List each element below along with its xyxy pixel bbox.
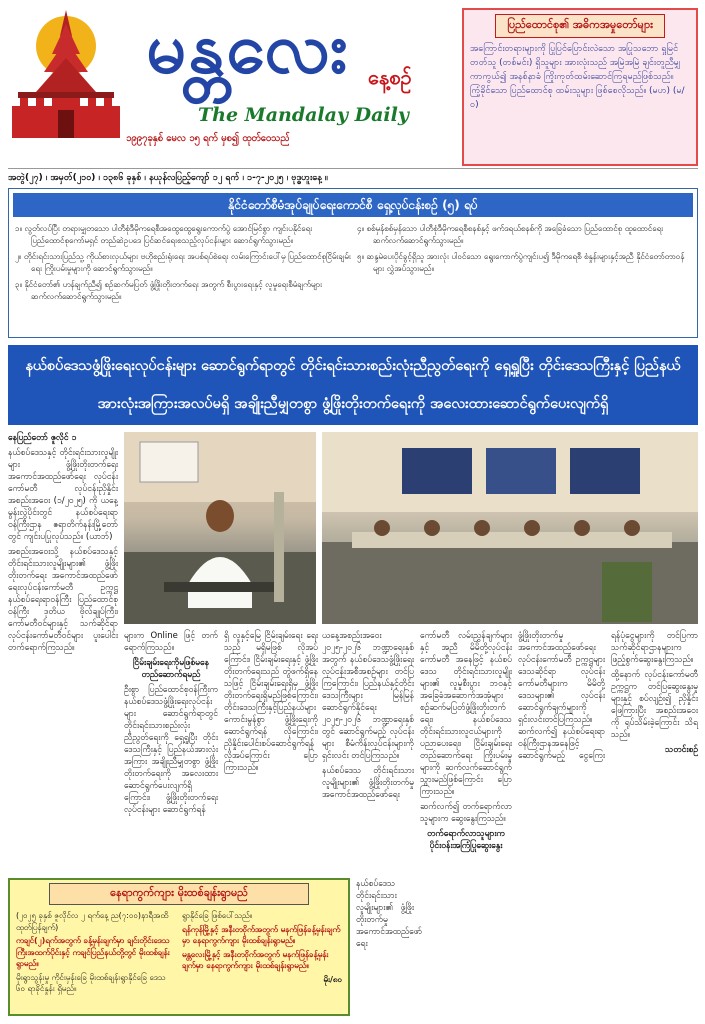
speaker-photo	[124, 432, 316, 624]
article-paragraph: ဆက်လက်၍ တက်ရောက်လာသူများက ဆွေးနွေးကြသည်။	[420, 802, 512, 824]
objectives-left-column	[15, 223, 351, 307]
weather-notice-item: မန္တလေးမြို့နှင့် အနီးတဝိုက်အတွက် မနက်ဖြန်ခန့်မှန်းချက်မှာ နေရာကွက်ကျား မိုးထစ်ချန်းရွာမည်။	[182, 949, 329, 970]
weather-notice-item: ရွာနိုင်ခြေ ဖြစ်ပေါ်သည်။	[182, 911, 253, 920]
article-column-5	[420, 630, 512, 1016]
article-dateline: နေပြည်တော် ဇူလိုင် ၁	[8, 433, 77, 443]
objectives-right-column	[357, 223, 693, 279]
weather-notice-item: မိုးရွာသွန်းမှု ကိုင်းမှန်းခြေ မိုးထစ်ချန်းရွာနိုင်ခြေ ဒေသ ၆၀ ရာခိုင်နှုန်း ရှိမည်။	[16, 972, 166, 993]
weather-notice-left	[16, 910, 176, 997]
article-byline: သတင်းစဉ်	[665, 745, 698, 755]
meeting-photo-icon	[322, 432, 698, 624]
article-paragraph: ဦးစွာ ပြည်ထောင်စုဝန်ကြီးက နယ်စပ်ဒေသဖွံ့ဖြိုးရေးလုပ်ငန်းများ ဆောင်ရွက်ရာတွင် တိုင်းရင်းသားစည်းလုံးညီညွတ်ရေးကို ရှေ့ရှုပြီး တိုင်းဒေသကြီးနှင့် ပြည်နယ်အားလုံး အကြား အချိုးညီမျှတစွာ ဖွံ့ဖြိုးတိုးတက်ရေးကို အလေးထား ဆောင်ရွက်ပေးလျက်ရှိကြောင်း၊ ဖွံ့ဖြိုးတိုးတက်ရေးလုပ်ငန်းများ ဆောင်ရွက်ရန်	[124, 685, 218, 815]
article-paragraph: နယ်စပ်ဒေသ တိုင်းရင်းသားလူမျိုးများ၏ ဖွံ့ဖြိုးတိုးတက်မှု အကောင်အထည်ဖော်ရေး	[356, 879, 423, 949]
article-paragraph: နယ်စပ်ဒေသ တိုင်းရင်းသားလူမျိုးများ၏ ဖွံ့ဖြိုးတိုးတက်မှု အကောင်အထည်ဖော်ရေး	[322, 766, 414, 800]
article-column-4-cont	[356, 878, 423, 1016]
weather-notice-item: ကချင်(၂)ရက်အတွက် ခန့်မှန်းချက်မှာ ချင်းတိုင်းဒေသကြီးအထက်ပိုင်းနှင့် ကချင်ပြည်နယ်တို့တွင် မိုးထစ်ချန်းရွာမည်။	[16, 936, 170, 968]
article-paragraph: များက Online ဖြင့် တက်ရောက်ကြသည်။	[124, 631, 218, 653]
article-paragraph: အစည်းအဝေးသို့ နယ်စပ်ဒေသနှင့် တိုင်းရင်းသားလူမျိုးများ၏ ဖွံ့ဖြိုးတိုးတက်ရေး အကောင်အထည်ဖော်ရေးလုပ်ငန်းကော်မတီ ဥက္ကဋ္ဌ နယ်စပ်ရေးရာဝန်ကြီး ပြည်ထောင်စုဝန်ကြီး ဒုတိယ ဗိုလ်ချုပ်ကြီး၊ ကော်မတီဝင်များနှင့် သက်ဆိုင်ရာ လုပ်ငန်းကော်မတီဝင်များ ပူးပေါင်း တက်ရောက်ကြသည်။	[8, 547, 118, 653]
weather-notice-right	[182, 910, 342, 987]
meeting-photo	[322, 432, 698, 624]
objective-item: ၅။ ဆန္ဒမဲပေးပိုင်ခွင့်ရှိသူ အားလုံး ပါဝင်သော ရွေးကောက်ပွဲကျင်းပ၍ ဒီမိုကရေစီ စံနှုန်းများနှင့်အညီ နိုင်ငံတော်တာဝန်များ လွှဲအပ်သွားမည်။	[357, 252, 685, 273]
article-subhead: ငြိမ်းချမ်းရေးကိုမဖြစ်မနေ တည်ဆောက်ရမည်	[132, 658, 210, 680]
article-paragraph: ရှိ လူနှင့်မြေ ငြိမ်းချမ်းရေး ရေးသည် မရှိမဖြစ် လိုအပ်ကြောင်း၊ ငြိမ်းချမ်းရေးနှင့် ဖွံ့ဖြိုးတိုးတက်ရေးသည် တွဲဖက်ရှိနေသဖြင့် ငြိမ်းချမ်းရေးရှိမှ ဖွံ့ဖြိုးတိုးတက်ရေးရှိမည်ဖြစ်ကြောင်း၊ တိုင်းဒေသကြီးနှင့်ပြည်နယ်များ ကောင်းမွန်စွာ ဖွံ့ဖြိုးရေးကို ဆောင်ရွက်ရန် လိုကြောင်း၊ ညှိနှိုင်းပေါင်းစပ်ဆောင်ရွက်ရန် လိုအပ်ကြောင်း ပြောကြားသည်။	[224, 631, 318, 773]
article-paragraph: ဖွံ့ဖြိုးတိုးတက်မှု အကောင်အထည်ဖော်ရေး လုပ်ငန်းကော်မတီ ဥက္ကဋ္ဌများ ဒေသဆိုင်ရာ လုပ်ငန်းကော်မတီများက မိမိတို့ ဒေသများ၏ လုပ်ငန်းဆောင်ရွက်ချက်များကို ရှင်းလင်းတင်ပြကြသည်။ ဆက်လက်၍ နယ်စပ်ရေးရာ ဝန်ကြီးဌာနအနေဖြင့် ဆောင်ရွက်မည့် ငွေကြေး ရန်ပုံငွေများကို တင်ပြကာ သက်ဆိုင်ရာဌာနများက ဖြည့်စွက်ဆွေးနွေးကြသည်။	[518, 631, 698, 761]
objective-item: ၂။ တိုင်းရင်းသားပြည်သူ့ ကိုယ်စားလှယ်များ ဗဟိုစည်းရုံးရေး အပစ်ရပ်စဲရေး လမ်းကြောင်းပေါ်မှ ပြည်ထောင်စုငြိမ်းချမ်းရေး ကြိုးပမ်းမှုများကို ဆောင်ရွက်သွားမည်။	[15, 252, 351, 273]
article-paragraph: နယ်စပ်ဒေသနှင့် တိုင်းရင်းသားလူမျိုးများ ဖွံ့ဖြိုးတိုးတက်ရေး အကောင်အထည်ဖော်ရေး လုပ်ငန်းကော်မတီ လုပ်ငန်းညှိနှိုင်းအစည်းအဝေး (၁/၂၀၂၅) ကို ယနေ့ မွန်းလွဲပိုင်းတွင် နယ်စပ်ရေးရာဝန်ကြီးဌာန ဧရာတိက်နန်းမြို့တော်တွင် ကျင်းပပြုလုပ်သည်။ (ယာဘ်)	[8, 448, 118, 542]
masthead-title-en: The Mandalay Daily	[198, 104, 409, 126]
article-paragraph: ကော်မတီ လမ်းညွှန်ချက်များနှင့် အညီ မိမိတို့လုပ်ငန်းကော်မတီ အနေဖြင့် နယ်စပ်ဒေသ တိုင်းရင်းသားလူမျိုးများ၏ လူမှုစီးပွား ဘဝနှင့် အခြေခံအဆောက်အအုံများ စဉ်ဆက်မပြတ်ဖွံ့ဖြိုးတိုးတက်ရေး၊ နယ်စပ်ဒေသ တိုင်းရင်းသားလူငယ်များကို ပညာပေးရေး၊ ငြိမ်းချမ်းရေး တည်ဆောက်ရေး ကြိုးပမ်းမှုများကို ဆက်လက်ဆောင်ရွက်သွားမည်ဖြစ်ကြောင်း ပြောကြားသည်။	[420, 631, 512, 797]
masthead-suffix: နေ့စဉ်	[368, 65, 412, 89]
issue-dateline: အတွဲ(၂၇) ၊ အမှတ်(၂၁၀) ၊ ၁၃၈၆ ခုနှစ် ၊ နယုန်လပြည့်ကျော် ၁၂ ရက် ၊ ၁-၇-၂၀၂၅ ၊ ဗုဒ္ဓဟူးနေ့ ။	[8, 168, 698, 186]
objectives-text: အကြောင်းတရားများကို ပြုပြင်ပြောင်းလဲသော အပြုသဘော ရှုမြင်တတ်သူ (တစ်မင်း) ရှိသူများ အားလုံးသည် အမြဲအမြဲ ချင်းတူညီမျှ ကာကွယ်၍ အနစ်နာခံ ကြိုးကုတ်ထမ်းဆောင်ကြရမည်ဖြစ်သည်။ ကြံ့ခိုင်သော ပြည်ထောင်စု ထမ်းသူများ ဖြစ်စေလိုသည်။ (မဟ) (မ/၀)	[470, 44, 685, 110]
weather-notice-title: နေရာကွက်ကျား မိုးထစ်ချန်းရွာမည်	[49, 883, 309, 905]
article-column-6	[518, 630, 698, 1016]
article-column-3	[224, 630, 318, 872]
article-paragraph: ထို့နောက် လုပ်ငန်းကော်မတီ ဥက္ကဋ္ဌက တင်ပြဆွေးနွေးမှုများနှင့် စပ်လျဉ်း၍ ညှိနှိုင်းဖြေကြားပြီး အစည်းအဝေးကို ရုပ်သိမ်းခဲ့ကြောင်း သိရသည်။	[611, 670, 698, 740]
masthead-title: မန္တလေး	[146, 6, 350, 89]
weather-notice-item: (၂၀၂၅ ခုနှစ် ဇူလိုင်လ ၂ ရက်နေ့ ည(၇:၀၀)နာရီအထိ ထုတ်ပြန်ချက်)	[16, 911, 169, 932]
main-headline: နယ်စပ်ဒေသဖွံ့ဖြိုးရေးလုပ်ငန်းများ ဆောင်ရွက်ရာတွင် တိုင်းရင်းသားစည်းလုံးညီညွတ်ရေးကို ရှေ့ရှုပြီး တိုင်းဒေသကြီးနှင့် ပြည်နယ်အားလုံးအကြားအလပ်မရှိ အချိုးညီမျှတစွာ ဖွံ့ဖြိုးတိုးတက်ရေးကို အလေးထားဆောင်ရွက်ပေးလျက်ရှိ	[8, 345, 698, 425]
objective-item: ၁။ လွတ်လပ်ပြီး တရားမျှတသော ပါတီစုံဒီမိုကရေစီအထွေထွေရွေးကောက်ပွဲ အောင်မြင်စွာ ကျင်းပနိုင်ရေး ပြည်ထောင်စုကော်မရှင် တည်ဆဲဥပဒေ ပြင်ဆင်ရေးစသည့်လုပ်ငန်းများ ဆောင်ရွက်သွားမည်။	[15, 224, 313, 245]
article-column-1	[8, 432, 118, 872]
objective-item: ၃။ နိုင်ငံတော်၏ ဟန်ချက်ညီ၍ စဉ်ဆက်မပြတ် ဖွံ့ဖြိုးတိုးတက်ရေး အတွက် စီးပွားရေးနှင့် လူမှုရေးစီမံချက်များ ဆက်လက်ဆောင်ရွက်သွားမည်။	[15, 280, 323, 301]
article-column-2	[124, 630, 218, 872]
speaker-photo-icon	[124, 432, 316, 624]
article-subhead: တက်ရောက်လာသူများက ပိုင်းဝန်းအကြံပြုဆွေးနွေး	[427, 829, 505, 851]
weather-notice-signoff: မိုး/၈၀	[323, 974, 342, 984]
objective-item: ၄။ စစ်မှန်စစ်မှန်သော ပါတီစုံဒီမိုကရေစီစနစ်နှင့် ဖက်ဒရယ်စနစ်ကို အခြေခံသော ပြည်ထောင်စု ထူထောင်ရေး ဆက်လက်ဆောင်ရွက်သွားမည်။	[357, 224, 664, 245]
council-objectives-title: နိုင်ငံတော်စီမံအုပ်ချုပ်ရေးကောင်စီ ရှေ့လုပ်ငန်းစဉ် (၅) ရပ်	[13, 193, 693, 217]
article-column-4	[322, 630, 414, 872]
weather-notice-item: ရန်ကုန်မြို့နှင့် အနီးတဝိုက်အတွက် မနက်ဖြန်ခန့်မှန်းချက်မှာ နေရာကွက်ကျား မိုးထစ်ချန်းရွာမည်။	[182, 924, 341, 945]
objectives-code: (မ/၀)	[470, 86, 685, 110]
masthead-tagline: ၁၉၉၇ခုနှစ် မေလ ၁၅ ရက် မှစ၍ ထုတ်ဝေသည်	[126, 133, 290, 144]
masthead	[8, 6, 448, 166]
council-objectives-box	[8, 188, 698, 338]
objectives-title: ပြည်ထောင်စု၏ အဓိကအမှုတော်များ	[495, 14, 665, 38]
objectives-box	[462, 8, 698, 166]
palace-logo-icon	[8, 6, 126, 140]
article-paragraph: ယနေ့အစည်းအဝေး ၂၀၂၅-၂၀၂၆ ဘဏ္ဍာရေးနှစ်အတွက် နယ်စပ်ဒေသဖွံ့ဖြိုးရေး လုပ်ငန်းအစီအစဉ်များ တင်ပြကြကြောင်း၊ ပြည်နယ်နှင့်တိုင်းဒေသကြီးများ မြန်မြန်ဆောင်ရွက်နိုင်ရေး ၂၀၂၅-၂၀၂၆ ဘဏ္ဍာရေးနှစ်တွင် ဆောင်ရွက်မည့် လုပ်ငန်းများ စီမံကိန်းလုပ်ငန်းများကို ရှင်းလင်း တင်ပြကြသည်။	[322, 631, 414, 761]
weather-notice-box	[8, 878, 350, 1016]
